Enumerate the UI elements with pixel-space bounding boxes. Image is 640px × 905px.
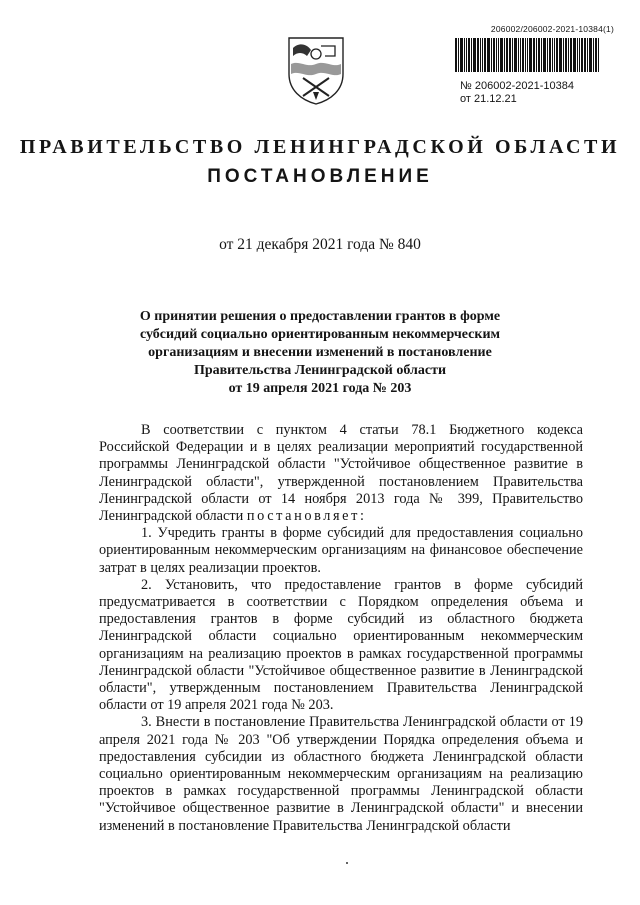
document-type: ПОСТАНОВЛЕНИЕ: [207, 166, 433, 187]
item-3-paragraph: 3. Внести в постановление Правительства Ленинградской области от 19 апреля 2021 года № 203 "Об утверждении Порядка определения объема и предоставления субсидии из областного бюджета Ленинградской области социально ориентированным некоммерческим организациям на реализацию проектов в рамках государственной программы Ленинградской области "Устойчивое общественное развитие в Ленинградской области" и внесении изменений в постановление Правительства Ленинградской области: [99, 714, 583, 834]
preamble-text: В соответствии с пунктом 4 статьи 78.1 Бюджетного кодекса Российской Федерации и в целях реализации мероприятий государственной программы Ленинградской области "Устойчивое общественное развитие в Ленинградской области", утвержденной постановлением Правительства Ленинградской области от 14 ноября 2013 года № 399, Правительство Ленинградской области: [99, 422, 583, 525]
document-body: [99, 422, 583, 835]
registration-stamp: [460, 80, 574, 106]
subject-line: субсидий социально ориентированным некоммерческим: [139, 327, 501, 342]
subject-line: организациям и внесении изменений в постановление: [148, 345, 492, 360]
registration-top: 206002/206002-2021-10384(1): [490, 24, 614, 34]
item-2-paragraph: 2. Установить, что предоставление грантов в форме субсидий предусматривается в соответствии с Порядком определения объема и предоставления грантов в форме субсидий из областного бюджета Ленинградской области социально ориентированным некоммерческим организациям на реализацию проектов в рамках государственной программы Ленинградской области "Устойчивое общественное развитие в Ленинградской области", утвержденным постановлением Правительства Ленинградской области от 19 апреля 2021 года № 203.: [99, 576, 583, 714]
document-subject: [110, 308, 530, 398]
item-1-paragraph: 1. Учредить гранты в форме субсидий для предоставления социально ориентированным некоммерческим организациям на финансовое обеспечение затрат в целях реализации проектов.: [99, 525, 583, 576]
registration-date: от 21.12.21: [460, 93, 517, 105]
resolves-text: постановляет:: [246, 508, 367, 525]
document-date-number: от 21 декабря 2021 года № 840: [219, 236, 421, 253]
subject-line: Правительства Ленинградской области: [193, 363, 447, 378]
government-title: ПРАВИТЕЛЬСТВО ЛЕНИНГРАДСКОЙ ОБЛАСТИ: [19, 136, 621, 158]
preamble-paragraph: [99, 422, 583, 525]
barcode: [455, 38, 615, 72]
subject-line: от 19 апреля 2021 года № 203: [228, 381, 412, 396]
registration-number: № 206002-2021-10384: [460, 80, 574, 92]
coat-of-arms-emblem: [285, 34, 347, 106]
subject-line: О принятии решения о предоставлении грантов в форме: [139, 309, 501, 324]
scan-speck: [346, 862, 348, 864]
